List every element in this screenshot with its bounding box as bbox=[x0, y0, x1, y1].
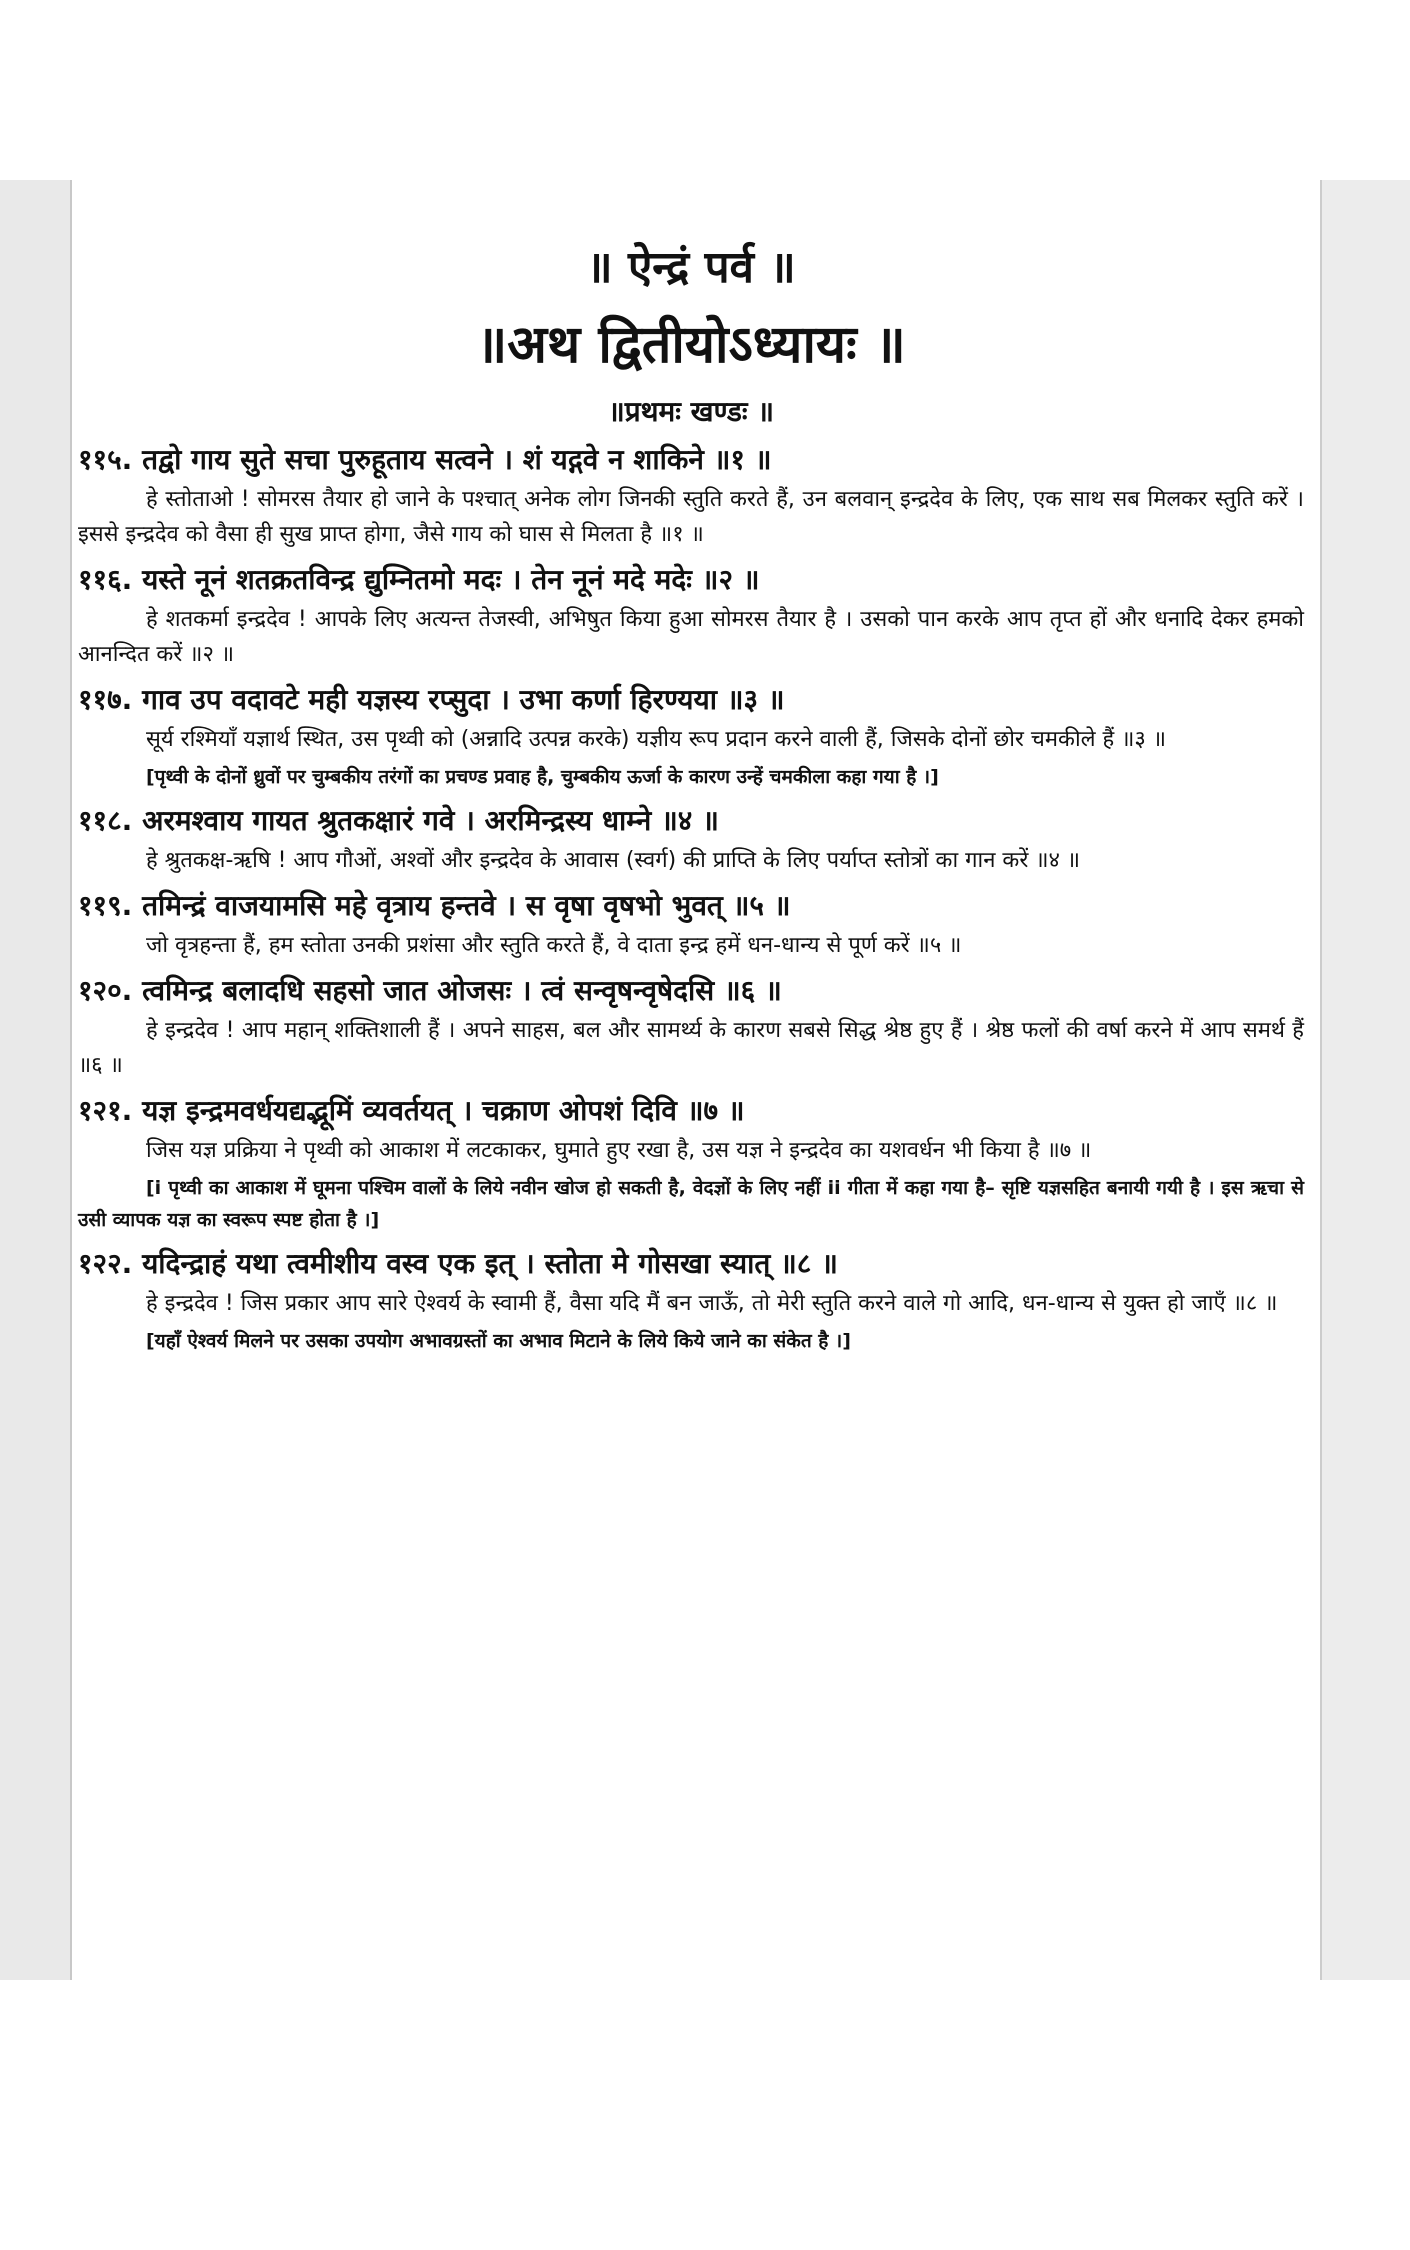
verse-meaning: जो वृत्रहन्ता हैं, हम स्तोता उनकी प्रशंसा और स्तुति करते हैं, वे दाता इन्द्र हमें धन-धान्य से पूर्ण करें ॥५ ॥ bbox=[146, 933, 962, 958]
verse-block-119 bbox=[78, 886, 1304, 963]
scanned-page bbox=[72, 180, 1320, 1980]
right-page-margin bbox=[1320, 180, 1410, 1980]
verse-note: [पृथ्वी के दोनों ध्रुवों पर चुम्बकीय तरंगों का प्रचण्ड प्रवाह है, चुम्बकीय ऊर्जा के कारण उन्हें चमकीला कहा गया है ।] bbox=[146, 766, 939, 788]
verse-block-121 bbox=[78, 1091, 1304, 1236]
verse-mantra: ११७. गाव उप वदावटे मही यज्ञस्य रप्सुदा । उभा कर्णा हिरण्यया ॥३ ॥ bbox=[78, 683, 785, 716]
verse-meaning: जिस यज्ञ प्रक्रिया ने पृथ्वी को आकाश में लटकाकर, घुमाते हुए रखा है, उस यज्ञ ने इन्द्रदेव का यशवर्धन भी किया है ॥७ ॥ bbox=[146, 1138, 1092, 1163]
verse-mantra: १२२. यदिन्द्राहं यथा त्वमीशीय वस्व एक इत् । स्तोता मे गोसखा स्यात् ॥८ ॥ bbox=[78, 1247, 838, 1280]
verse-note: [i पृथ्वी का आकाश में घूमना पश्चिम वालों के लिये नवीन खोज हो सकती है, वेदज्ञों के लिए नहीं ii गीता में कहा गया है– सृष्टि यज्ञसहित बनायी गयी है । इस ऋचा से उसी व्यापक यज्ञ का स्वरूप स्पष्ट होता है ।] bbox=[78, 1177, 1304, 1231]
verse-meaning: हे इन्द्रदेव ! जिस प्रकार आप सारे ऐश्वर्य के स्वामी हैं, वैसा यदि मैं बन जाऊँ, तो मेरी स्तुति करने वाले गो आदि, धन-धान्य से युक्त हो जाएँ ॥८ ॥ bbox=[146, 1291, 1278, 1316]
khanda-heading: ॥प्रथमः खण्डः ॥ bbox=[607, 395, 775, 428]
parva-heading: ॥ ऐन्द्रं पर्व ॥ bbox=[586, 242, 796, 293]
verse-meaning: हे श्रुतकक्ष-ऋषि ! आप गौओं, अश्वों और इन्द्रदेव के आवास (स्वर्ग) की प्राप्ति के लिए पर्याप्त स्तोत्रों का गान करें ॥४ ॥ bbox=[146, 848, 1081, 873]
verse-mantra: ११६. यस्ते नूनं शतक्रतविन्द्र द्युम्नितमो मदः । तेन नूनं मदे मदेः ॥२ ॥ bbox=[78, 563, 760, 596]
verse-block-116 bbox=[78, 560, 1304, 672]
verse-meaning: सूर्य रश्मियाँ यज्ञार्थ स्थित, उस पृथ्वी को (अन्नादि उत्पन्न करके) यज्ञीय रूप प्रदान करने वाली हैं, जिसके दोनों छोर चमकीले हैं ॥३ ॥ bbox=[146, 727, 1167, 752]
verse-mantra: १२०. त्वमिन्द्र बलादधि सहसो जात ओजसः । त्वं सन्वृषन्वृषेदसि ॥६ ॥ bbox=[78, 974, 782, 1007]
verse-meaning: हे स्तोताओ ! सोमरस तैयार हो जाने के पश्चात् अनेक लोग जिनकी स्तुति करते हैं, उन बलवान् इन्द्रदेव के लिए, एक साथ सब मिलकर स्तुति करें । इससे इन्द्रदेव को वैसा ही सुख प्राप्त होगा, जैसे गाय को घास से मिलता है ॥१ ॥ bbox=[78, 487, 1304, 547]
verse-mantra: ११५. तद्वो गाय सुते सचा पुरुहूताय सत्वने । शं यद्गवे न शाकिने ॥१ ॥ bbox=[78, 443, 772, 476]
verse-mantra: १२१. यज्ञ इन्द्रमवर्धयद्यद्भूमिं व्यवर्तयत् । चक्राण ओपशं दिवि ॥७ ॥ bbox=[78, 1094, 745, 1127]
verse-block-118 bbox=[78, 801, 1304, 878]
verse-block-122 bbox=[78, 1244, 1304, 1357]
verse-meaning: हे इन्द्रदेव ! आप महान् शक्तिशाली हैं । अपने साहस, बल और सामर्थ्य के कारण सबसे सिद्ध श्रेष्ठ हुए हैं । श्रेष्ठ फलों की वर्षा करने में आप समर्थ हैं ॥६ ॥ bbox=[78, 1018, 1304, 1078]
verse-note: [यहाँ ऐश्वर्य मिलने पर उसका उपयोग अभावग्रस्तों का अभाव मिटाने के लिये किये जाने का संकेत है ।] bbox=[146, 1330, 851, 1352]
verse-meaning: हे शतकर्मा इन्द्रदेव ! आपके लिए अत्यन्त तेजस्वी, अभिषुत किया हुआ सोमरस तैयार है । उसको पान करके आप तृप्त हों और धनादि देकर हमको आनन्दित करें ॥२ ॥ bbox=[78, 607, 1304, 667]
verse-block-117 bbox=[78, 680, 1304, 793]
left-page-margin bbox=[0, 180, 72, 1980]
page-content bbox=[78, 240, 1304, 1357]
verse-mantra: ११९. तमिन्द्रं वाजयामसि महे वृत्राय हन्तवे । स वृषा वृषभो भुवत् ॥५ ॥ bbox=[78, 889, 791, 922]
verse-block-115 bbox=[78, 440, 1304, 552]
verse-block-120 bbox=[78, 971, 1304, 1083]
verse-mantra: ११८. अरमश्वाय गायत श्रुतकक्षारं गवे । अरमिन्द्रस्य धाम्ने ॥४ ॥ bbox=[78, 804, 719, 837]
adhyaya-heading: ॥अथ द्वितीयोऽध्यायः ॥ bbox=[476, 314, 906, 375]
